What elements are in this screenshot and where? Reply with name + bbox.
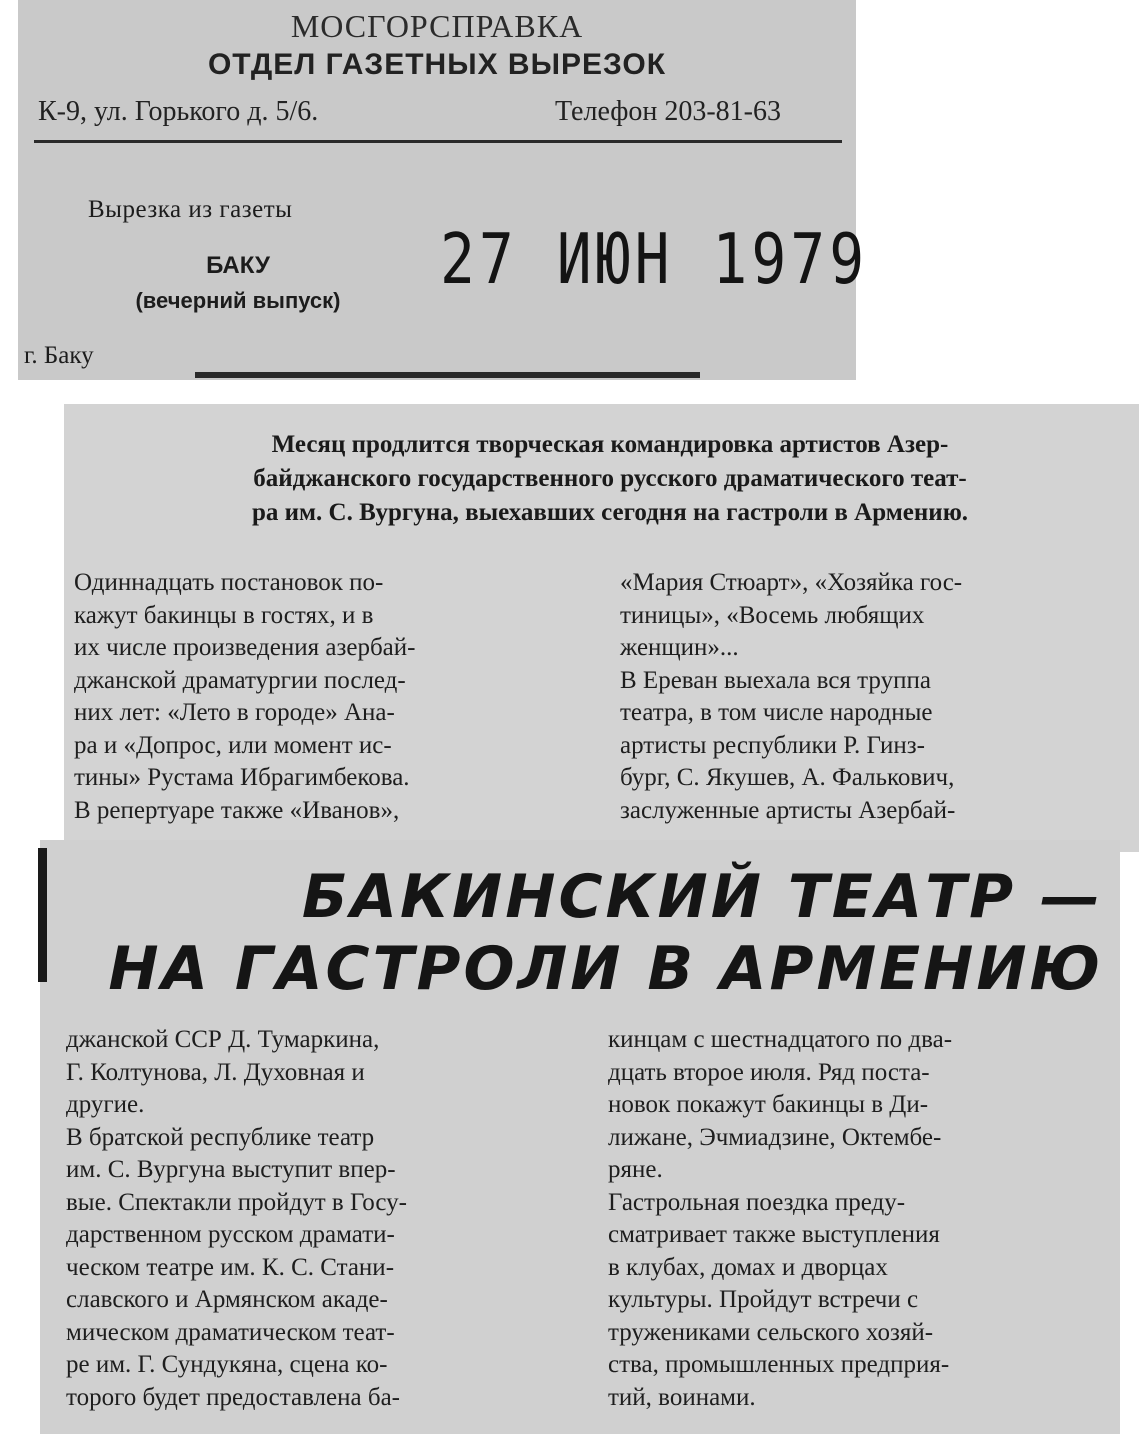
text-line: В Ереван выехала вся труппа [620,666,931,694]
text-line: Г. Колтунова, Л. Духовная и [66,1058,365,1086]
text-line: вые. Спектакли пройдут в Госу- [66,1188,407,1216]
lead-line: Месяц продлится творческая командировка артистов Азер- [271,431,949,458]
text-line: мическом драматическом теат- [66,1318,395,1346]
headline-bar [38,848,47,982]
text-line: тий, воинами. [608,1383,756,1411]
text-line: лижане, Эчмиадзине, Октембе- [608,1123,942,1151]
headline-line-1: БАКИНСКИЙ ТЕАТР — [301,862,1103,932]
article-column-4 [608,1024,1113,1414]
text-line: них лет: «Лето в городе» Ана- [74,699,395,726]
newspaper-edition: (вечерний выпуск) [135,288,341,313]
text-line: ческом театре им. К. С. Стани- [66,1253,395,1281]
text-line: другие. [66,1091,145,1118]
text-line: Гастрольная поездка преду- [608,1188,906,1216]
article-lead [100,428,1120,530]
text-line: ра и «Допрос, или момент ис- [74,731,392,759]
date-stamp: 27 ИЮН 1979 [440,218,869,300]
text-line: В братской республике театр [66,1123,375,1151]
address-line: К-9, ул. Горького д. 5/6. [38,96,319,127]
text-line: ре им. Г. Сундукяна, сцена ко- [66,1351,388,1378]
text-line: ства, промышленных предприя- [608,1351,950,1378]
text-line: кинцам с шестнадцатого по два- [608,1026,953,1053]
text-line: ряне. [608,1156,663,1183]
phone-line: Телефон 203-81-63 [555,96,781,127]
text-line: кажут бакинцы в гостях, и в [74,601,374,629]
header-divider [34,140,842,143]
text-line: В репертуаре также «Иванов», [74,796,400,824]
text-line: бург, С. Якушев, А. Фалькович, [620,764,955,791]
text-line: сматривает также выступления [608,1221,940,1248]
text-line: тины» Рустама Ибрагимбекова. [74,764,410,791]
paper-strip [195,372,700,378]
text-line: заслуженные артисты Азербай- [620,796,956,824]
text-line: славского и Армянском акаде- [66,1286,388,1313]
text-line: театра, в том числе народные [620,699,933,726]
text-line: дарственном русском драмати- [66,1221,395,1248]
text-line: «Мария Стюарт», «Хозяйка гос- [620,569,963,596]
text-line: джанской драматургии послед- [74,666,406,694]
text-line: торого будет предоставлена ба- [66,1383,400,1411]
text-line: им. С. Вургуна выступит впер- [66,1156,396,1183]
clipping-label: Вырезка из газеты [88,196,293,223]
text-line: в клубах, домах и дворцах [608,1253,888,1281]
text-line: культуры. Пройдут встречи с [608,1286,919,1313]
text-line: новок покажут бакинцы в Ди- [608,1091,929,1118]
lead-line: байджанского государственного русского драматического теат- [253,465,967,492]
headline-line-2: НА ГАСТРОЛИ В АРМЕНИЮ [108,934,1103,1004]
text-line: артисты республики Р. Гинз- [620,731,925,759]
newspaper-name: БАКУ [206,252,270,279]
text-line: тиницы», «Восемь любящих [620,601,925,629]
text-line: их числе произведения азербай- [74,634,416,661]
article-column-1 [74,567,554,827]
article-column-3 [66,1024,566,1414]
department-title: ОТДЕЛ ГАЗЕТНЫХ ВЫРЕЗОК [207,48,667,81]
lead-line: ра им. С. Вургуна, выехавших сегодня на гастроли в Армению. [251,499,969,526]
article-column-2 [620,567,1115,827]
text-line: Одиннадцать постановок по- [74,569,384,596]
text-line: тружениками сельского хозяй- [608,1318,934,1346]
text-line: женщин»... [620,634,739,661]
text-line: дцать второе июля. Ряд поста- [608,1058,930,1086]
org-title: МОСГОРСПРАВКА [290,8,584,44]
city-label: г. Баку [24,342,94,369]
text-line: джанской ССР Д. Тумаркина, [66,1026,380,1053]
